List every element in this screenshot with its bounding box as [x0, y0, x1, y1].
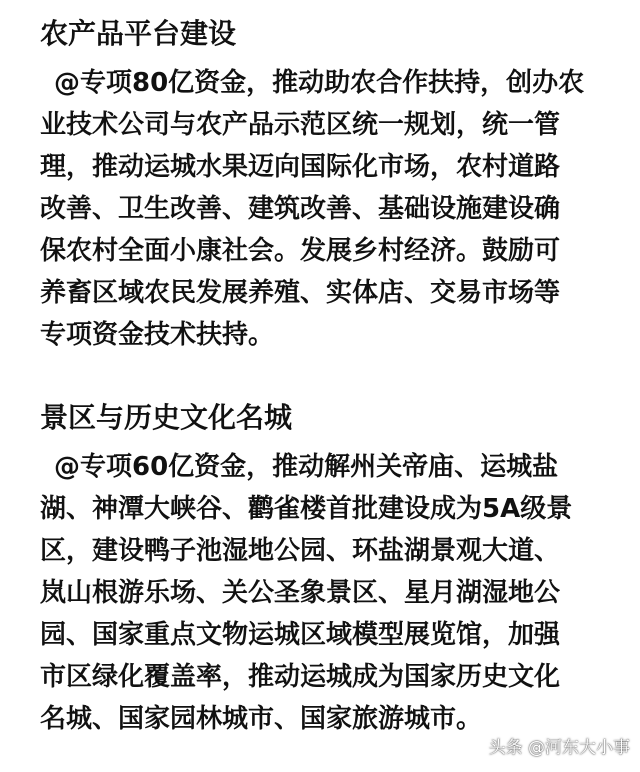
section-agriculture-platform: [40, 14, 600, 356]
source-watermark: 头条 @河东大小事: [488, 738, 630, 758]
section-body: [40, 446, 600, 740]
text-line: 市区绿化覆盖率，推动运城成为国家历史文化: [40, 662, 561, 692]
text-line: 湖、神潭大峡谷、鹳雀楼首批建设成为5A级景: [40, 494, 573, 524]
section-scenic-historic-city: [40, 398, 600, 740]
text-line: 专项资金技术扶持。: [40, 320, 275, 350]
text-line: 园、国家重点文物运城区域模型展览馆，加强: [40, 620, 561, 650]
text-line: 名城、国家园林城市、国家旅游城市。: [40, 704, 483, 734]
text-line: 区，建设鸭子池湿地公园、环盐湖景观大道、: [40, 536, 561, 566]
text-line: @专项80亿资金，推动助农合作扶持，创办农: [54, 68, 585, 98]
text-line: 理，推动运城水果迈向国际化市场，农村道路: [40, 152, 561, 182]
text-line: 保农村全面小康社会。发展乡村经济。鼓励可: [40, 236, 561, 266]
text-line: 改善、卫生改善、建筑改善、基础设施建设确: [40, 194, 561, 224]
text-line: 岚山根游乐场、关公圣象景区、星月湖湿地公: [40, 578, 561, 608]
section-heading: 景区与历史文化名城: [40, 401, 293, 434]
section-heading: 农产品平台建设: [40, 17, 237, 50]
text-line: 业技术公司与农产品示范区统一规划，统一管: [40, 110, 561, 140]
text-line: @专项60亿资金，推动解州关帝庙、运城盐: [54, 452, 559, 482]
section-body: [40, 62, 600, 356]
text-line: 养畜区域农民发展养殖、实体店、交易市场等: [40, 278, 561, 308]
